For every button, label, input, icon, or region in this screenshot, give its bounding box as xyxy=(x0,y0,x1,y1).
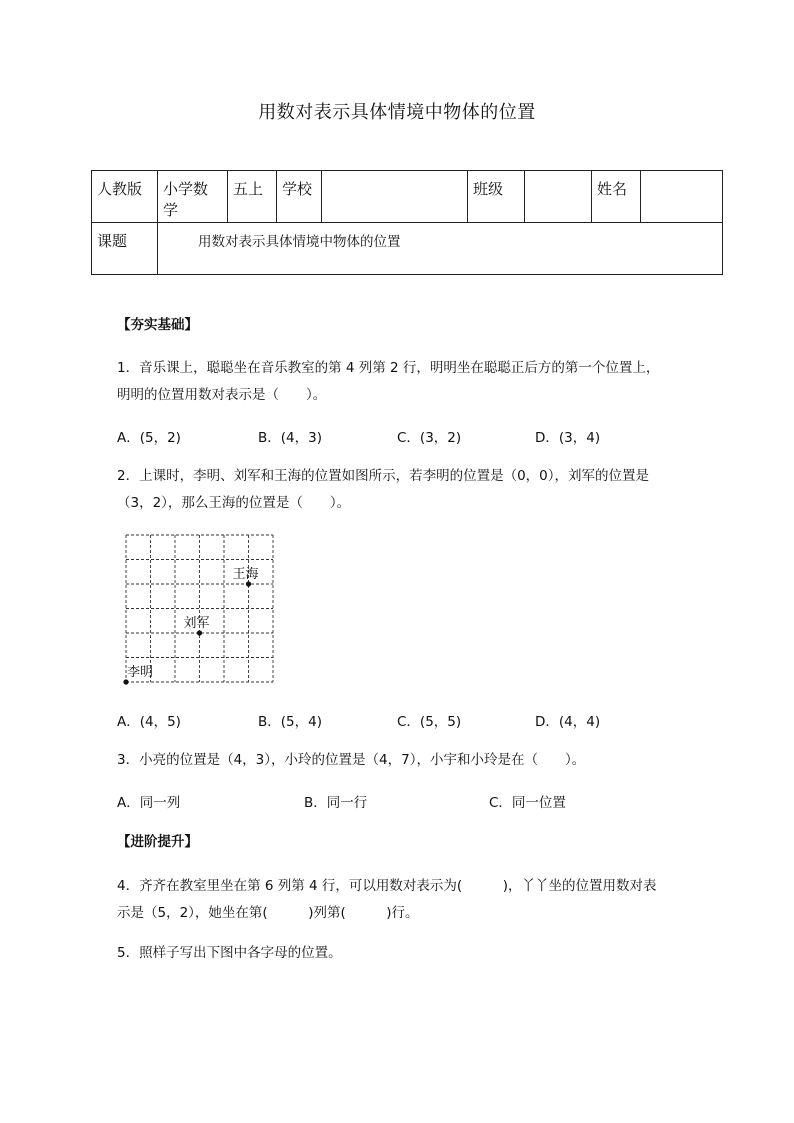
q2-line1: 2．上课时，李明、刘军和王海的位置如图所示，若李明的位置是（0，0），刘军的位置是 xyxy=(117,468,650,484)
q3-option-a[interactable]: A．同一列 xyxy=(117,795,181,811)
q1-option-d[interactable]: D．(3，4) xyxy=(535,430,601,446)
q4-line1: 4．齐齐在教室里坐在第 6 列第 4 行，可以用数对表示为( )，丫丫坐的位置用数对表 xyxy=(117,878,657,894)
school-label-cell: 学校 xyxy=(277,171,322,223)
q3-option-b[interactable]: B．同一行 xyxy=(304,795,368,811)
grid-point-label: 王海 xyxy=(232,567,259,582)
q2-option-b[interactable]: B．(5，4) xyxy=(258,714,322,730)
q3-line1: 3．小亮的位置是（4，3），小玲的位置是（4，7），小宇和小玲是在（ ）。 xyxy=(117,752,586,768)
grid-point xyxy=(197,630,202,635)
grid-point xyxy=(246,581,251,586)
q4-line2: 示是（5，2），她坐在第( )列第( )行。 xyxy=(117,905,419,921)
q5-line1: 5．照样子写出下图中各字母的位置。 xyxy=(117,945,342,961)
info-row-1 xyxy=(92,171,723,223)
page-title: 用数对表示具体情境中物体的位置 xyxy=(258,102,536,123)
q1-line2: 明明的位置用数对表示是（ ）。 xyxy=(117,387,327,403)
class-label-cell: 班级 xyxy=(468,171,525,223)
q2-option-c[interactable]: C．(5，5) xyxy=(397,714,462,730)
class-value-cell[interactable] xyxy=(525,171,592,223)
seating-grid xyxy=(118,528,288,693)
name-value-cell[interactable] xyxy=(641,171,723,223)
q1-option-c[interactable]: C．(3，2) xyxy=(397,430,462,446)
q2-option-d[interactable]: D．(4，4) xyxy=(535,714,601,730)
school-value-cell[interactable] xyxy=(322,171,468,223)
grade-cell: 五上 xyxy=(228,171,277,223)
grid-point xyxy=(123,679,128,684)
q2-option-a[interactable]: A．(4，5) xyxy=(117,714,181,730)
q2-line2: （3，2），那么王海的位置是（ ）。 xyxy=(117,495,351,511)
name-label-cell: 姓名 xyxy=(592,171,641,223)
q1-line1: 1．音乐课上，聪聪坐在音乐教室的第 4 列第 2 行，明明坐在聪聪正后方的第一个位置上， xyxy=(117,360,660,376)
grid-points xyxy=(123,567,258,685)
topic-value-cell: 用数对表示具体情境中物体的位置 xyxy=(158,223,723,275)
info-row-2 xyxy=(92,223,723,275)
section-heading-advanced: 【进阶提升】 xyxy=(117,834,198,850)
info-table xyxy=(91,170,723,275)
publisher-cell: 人教版 xyxy=(92,171,158,223)
q1-option-a[interactable]: A．(5，2) xyxy=(117,430,181,446)
topic-label-cell: 课题 xyxy=(92,223,158,275)
grid-point-label: 刘军 xyxy=(183,616,210,631)
grid-point-label: 李明 xyxy=(127,665,154,680)
grid-lines xyxy=(126,535,273,682)
section-heading-basic: 【夯实基础】 xyxy=(117,317,198,333)
q1-option-b[interactable]: B．(4，3) xyxy=(258,430,322,446)
subject-cell: 小学数学 xyxy=(158,171,228,223)
q3-option-c[interactable]: C．同一位置 xyxy=(489,795,566,811)
